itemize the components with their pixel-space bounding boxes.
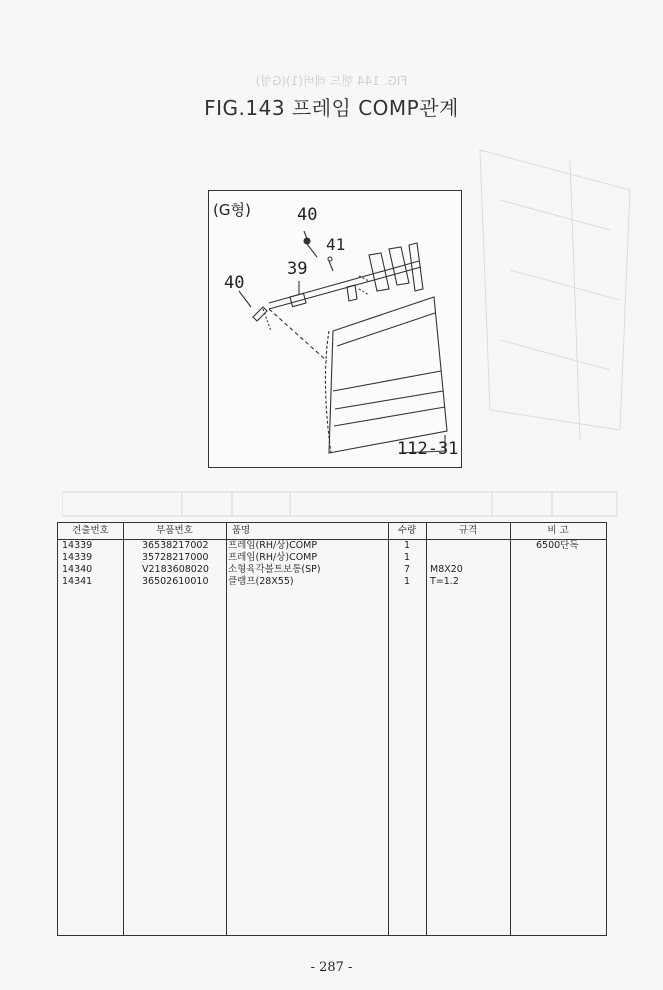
column-divider	[426, 523, 427, 935]
callout-39: 39	[287, 259, 308, 279]
column-divider	[226, 523, 227, 935]
parts-table	[57, 522, 607, 936]
cell-index-no: 14340	[62, 564, 93, 575]
bleed-through-title: FIG. 144 핸드 레버(1)(G형)	[255, 74, 408, 88]
header-part-no: 부품번호	[156, 525, 193, 536]
bleed-through-table	[62, 490, 622, 520]
callout-41: 41	[326, 235, 346, 254]
callout-112-31: 112-31	[397, 439, 459, 459]
cell-name: 소형육각볼트보통(SP)	[228, 564, 321, 575]
header-name: 품명	[231, 525, 251, 536]
cell-qty: 7	[404, 564, 411, 575]
cell-spec: T=1.2	[430, 576, 459, 587]
cell-index-no: 14339	[62, 540, 93, 551]
column-divider	[388, 523, 389, 935]
cell-qty: 1	[404, 540, 411, 551]
cell-spec: M8X20	[430, 564, 463, 575]
callout-40-lower: 40	[224, 273, 245, 293]
header-index-no: 견출번호	[72, 525, 109, 536]
header-divider	[58, 539, 606, 540]
cell-part-no: 36502610010	[142, 576, 209, 587]
header-qty: 수량	[397, 525, 417, 536]
bleed-through-lines	[470, 130, 640, 460]
cell-qty: 1	[404, 552, 411, 563]
cell-name: 클램프(28X55)	[228, 576, 294, 587]
figure-title: FIG.143 프레임 COMP관계	[204, 96, 459, 120]
cell-part-no: V2183608020	[142, 564, 209, 575]
variant-label: (G형)	[213, 201, 251, 219]
cell-name: 프레임(RH/상)COMP	[228, 540, 318, 551]
cell-index-no: 14339	[62, 552, 93, 563]
callout-40-upper: 40	[297, 205, 318, 225]
cell-name: 프레임(RH/상)COMP	[228, 552, 318, 563]
cell-qty: 1	[404, 576, 411, 587]
column-divider	[510, 523, 511, 935]
page-number: - 287 -	[310, 960, 353, 975]
cell-part-no: 35728217000	[142, 552, 209, 563]
cell-part-no: 36538217002	[142, 540, 209, 551]
column-divider	[123, 523, 124, 935]
diagram-drawing	[209, 191, 461, 467]
exploded-parts-diagram	[208, 190, 462, 468]
header-remark: 비 고	[547, 525, 569, 536]
cell-index-no: 14341	[62, 576, 93, 587]
cell-remark: 6500단독	[536, 540, 579, 551]
header-spec: 규격	[458, 525, 478, 536]
